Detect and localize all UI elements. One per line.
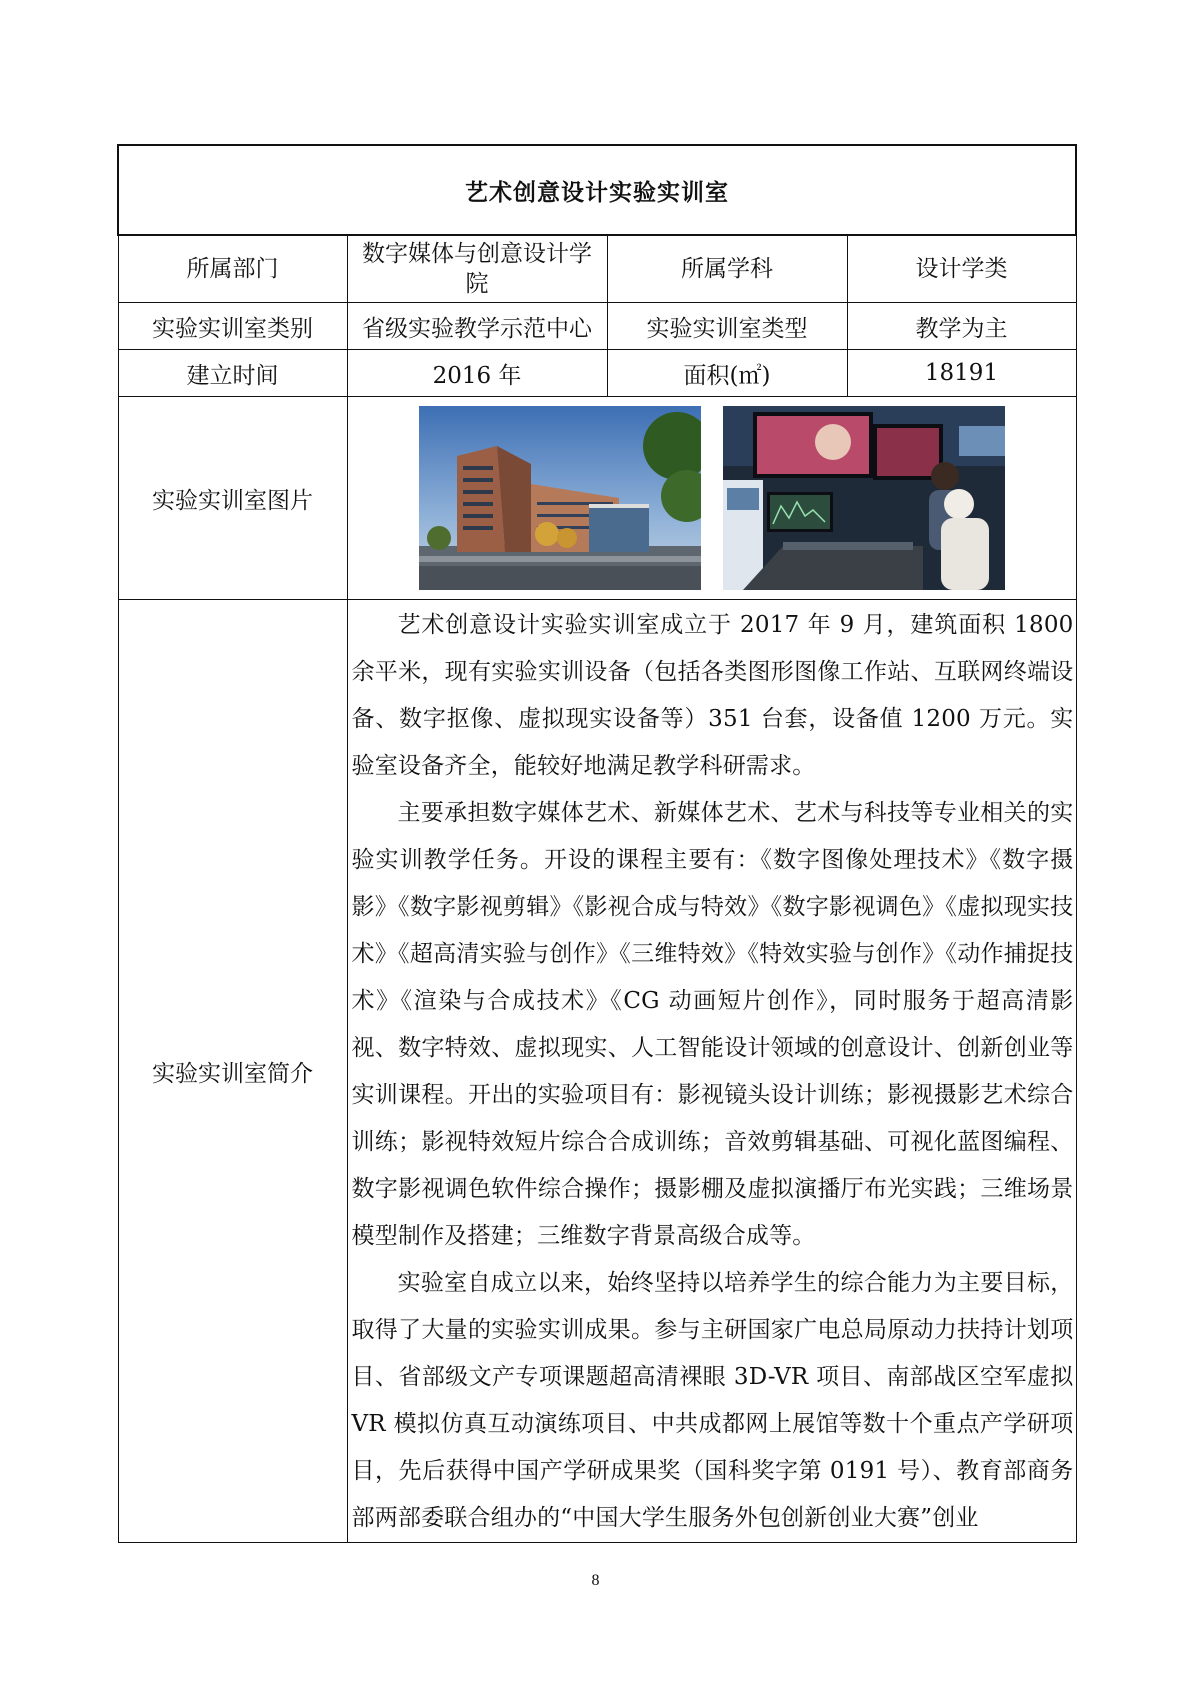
area-value: 18191 bbox=[847, 350, 1076, 397]
category-value: 省级实验教学示范中心 bbox=[347, 303, 607, 350]
page-title: 艺术创意设计实验实训室 bbox=[118, 145, 1076, 235]
building-photo bbox=[419, 406, 701, 590]
studio-photo bbox=[723, 406, 1005, 590]
subject-label: 所属学科 bbox=[607, 235, 847, 303]
founded-value: 2016 年 bbox=[347, 350, 607, 397]
building-photo-image bbox=[419, 406, 701, 590]
category-label: 实验实训室类别 bbox=[118, 303, 347, 350]
studio-photo-image bbox=[723, 406, 1005, 590]
dept-value: 数字媒体与创意设计学院 bbox=[347, 235, 607, 303]
subject-value: 设计学类 bbox=[847, 235, 1076, 303]
intro-paragraph: 实验室自成立以来，始终坚持以培养学生的综合能力为主要目标，取得了大量的实验实训成果。参与主研国家广电总局原动力扶持计划项目、省部级文产专项课题超高清裸眼 3D-VR 项目、南部战区空军虚拟 VR 模拟仿真互动演练项目、中共成都网上展馆等数十个重点产学研项目，先后获得中国产学研成果奖（国科奖字第 0191 号）、教育部商务部两部委联合组办的“中国大学生服务外包创新创业大赛”创业 bbox=[351, 1270, 1074, 1531]
dept-label: 所属部门 bbox=[118, 235, 347, 303]
type-value: 教学为主 bbox=[847, 303, 1076, 350]
intro-paragraph: 艺术创意设计实验实训室成立于 2017 年 9 月，建筑面积 1800 余平米，现有实验实训设备（包括各类图形图像工作站、互联网终端设备、数字抠像、虚拟现实设备等）351 台套，设备值 1200 万元。实验室设备齐全，能较好地满足教学科研需求。 bbox=[351, 612, 1074, 779]
area-label: 面积(㎡) bbox=[607, 350, 847, 397]
page-number: 8 bbox=[591, 1572, 600, 1589]
type-label: 实验实训室类型 bbox=[607, 303, 847, 350]
intro-text bbox=[347, 600, 1076, 1543]
photos-label: 实验实训室图片 bbox=[118, 397, 347, 600]
intro-label: 实验实训室简介 bbox=[118, 600, 347, 1543]
lab-info-table bbox=[117, 144, 1077, 1543]
photos-cell bbox=[347, 397, 1076, 600]
intro-paragraph: 主要承担数字媒体艺术、新媒体艺术、艺术与科技等专业相关的实验实训教学任务。开设的课程主要有：《数字图像处理技术》《数字摄影》《数字影视剪辑》《影视合成与特效》《数字影视调色》《虚拟现实技术》《超高清实验与创作》《三维特效》《特效实验与创作》《动作捕捉技术》《渲染与合成技术》《CG 动画短片创作》，同时服务于超高清影视、数字特效、虚拟现实、人工智能设计领域的创意设计、创新创业等实训课程。开出的实验项目有：影视镜头设计训练；影视摄影艺术综合训练；影视特效短片综合合成训练；音效剪辑基础、可视化蓝图编程、数字影视调色软件综合操作；摄影棚及虚拟演播厅布光实践；三维场景模型制作及搭建；三维数字背景高级合成等。 bbox=[351, 800, 1074, 1249]
founded-label: 建立时间 bbox=[118, 350, 347, 397]
